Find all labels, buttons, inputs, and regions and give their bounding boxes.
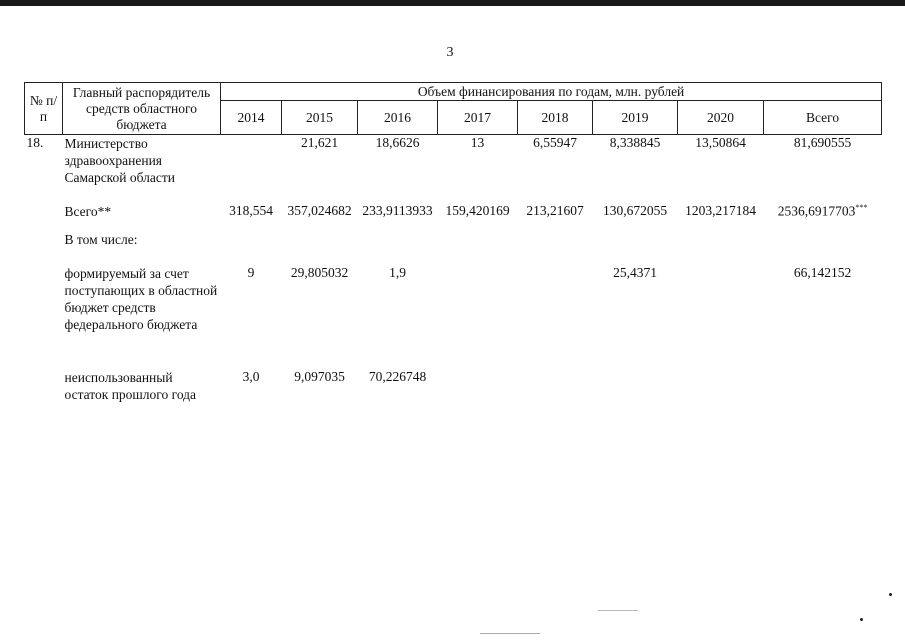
header-total: Всего <box>764 101 882 135</box>
row-label: формируемый за счет поступающих в областной бюджет средств федерального бюджета <box>64 265 218 332</box>
empty-cells <box>221 231 882 265</box>
row-label: Министерство здравоохранения Самарской области <box>64 136 176 185</box>
cell-value <box>764 203 882 231</box>
table-row <box>25 203 882 231</box>
header-year: 2019 <box>593 101 678 135</box>
cell-value: 9 <box>247 264 255 280</box>
total-value: 2536,6917703 <box>777 203 856 218</box>
page-top-border <box>0 0 905 6</box>
cell-value: 81,690555 <box>793 135 852 150</box>
row-label: В том числе: <box>64 231 138 247</box>
header-year: 2016 <box>358 101 438 135</box>
cell-value: 29,805032 <box>290 264 349 280</box>
row-number <box>25 369 63 409</box>
cell-value: 130,672055 <box>602 202 668 218</box>
scan-dot <box>860 618 863 621</box>
cell-value: 25,4371 <box>613 264 657 280</box>
scan-artifact <box>480 633 540 634</box>
cell-value: 1,9 <box>389 264 406 280</box>
cell-value: 213,21607 <box>526 202 584 218</box>
header-year: 2017 <box>438 101 518 135</box>
cell-value <box>593 369 678 409</box>
cell-value: 318,554 <box>229 202 273 218</box>
row-number: 18. <box>26 135 44 150</box>
cell-value: 3,0 <box>242 368 260 384</box>
page-number: 3 <box>446 45 454 60</box>
cell-value <box>678 265 764 369</box>
cell-value: 9,097035 <box>294 368 345 384</box>
cell-value: 1203,217184 <box>685 202 756 218</box>
header-year: 2015 <box>282 101 358 135</box>
header-year: 2020 <box>678 101 764 135</box>
header-number: № п/п <box>25 83 63 135</box>
cell-value: 233,9113933 <box>362 202 433 218</box>
table-row <box>25 135 882 203</box>
header-manager: Главный распорядитель средств областного бюджета <box>63 83 221 135</box>
cell-value <box>764 369 882 409</box>
cell-value <box>518 369 593 409</box>
table-row <box>25 369 882 409</box>
table-row <box>25 231 882 265</box>
table-row <box>25 265 882 369</box>
cell-value: 357,024682 <box>287 202 352 218</box>
cell-value: 18,6626 <box>375 135 420 150</box>
cell-value: 21,621 <box>300 135 339 150</box>
cell-value: 8,338845 <box>609 135 661 150</box>
row-number <box>25 203 63 231</box>
footnote-mark: *** <box>855 202 868 212</box>
cell-value <box>221 135 282 203</box>
cell-value: 6,55947 <box>533 135 577 150</box>
cell-value <box>678 369 764 409</box>
funding-table <box>24 82 882 409</box>
cell-value <box>438 265 518 369</box>
cell-value: 159,420169 <box>445 202 510 218</box>
header-funding: Объем финансирования по годам, млн. рублей <box>221 83 882 101</box>
row-number <box>25 231 63 265</box>
row-label: Всего** <box>64 203 112 219</box>
cell-value <box>518 265 593 369</box>
cell-value: 13 <box>470 135 485 150</box>
cell-value: 70,226748 <box>368 368 427 384</box>
cell-value: 66,142152 <box>793 264 852 280</box>
cell-value: 13,50864 <box>695 135 746 150</box>
scan-dot <box>889 593 892 596</box>
cell-value <box>438 369 518 409</box>
row-number <box>25 265 63 369</box>
row-label: неиспользованный остаток прошлого года <box>64 369 197 402</box>
header-year: 2014 <box>221 101 282 135</box>
header-year: 2018 <box>518 101 593 135</box>
scan-artifact <box>598 610 638 611</box>
